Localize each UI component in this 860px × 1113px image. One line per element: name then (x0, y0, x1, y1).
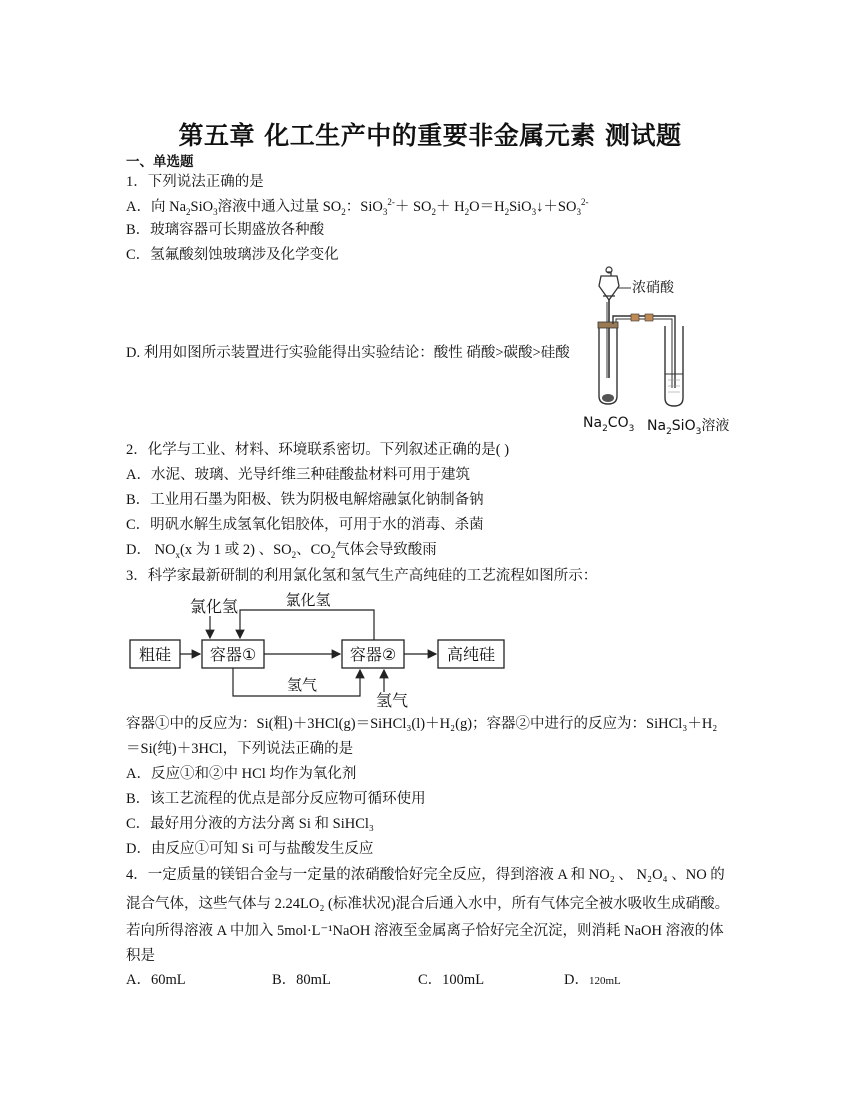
q4-option-d: D．120mL (564, 972, 621, 988)
apparatus-figure (575, 262, 745, 440)
pure-silicon-box: 高纯硅 (446, 645, 496, 664)
process-flow-diagram (126, 590, 516, 710)
q3-stem: 3．科学家最新研制的利用氯化氢和氢气生产高纯硅的工艺流程如图所示： (126, 568, 598, 584)
q3-option-d: D．由反应①可知 Si 可与盐酸发生反应 (126, 841, 374, 857)
q3-option-b: B．该工艺流程的优点是部分反应物可循环使用 (126, 791, 426, 807)
q3-option-c: C．最好用分液的方法分离 Si 和 SiHCl₃ (126, 816, 374, 832)
q4-line-4: 积是 (126, 948, 155, 964)
q4-option-b: B．80mL (272, 972, 331, 988)
container-2-box: 容器② (349, 645, 397, 664)
q1-stem: 1．下列说法正确的是 (126, 174, 264, 190)
q1-option-c: C．氢氟酸刻蚀玻璃涉及化学变化 (126, 247, 339, 263)
q1-option-d: D. 利用如图所示装置进行实验能得出实验结论：酸性 硝酸>碳酸>硅酸 (126, 345, 570, 361)
q2-option-c: C．明矾水解生成氢氧化铝胶体，可用于水的消毒、杀菌 (126, 517, 484, 533)
q4-option-a: A．60mL (126, 972, 186, 988)
h2-inlet-label: 氢气 (375, 691, 409, 710)
q2-option-b: B．工业用石墨为阳极、铁为阴极电解熔融氯化钠制备钠 (126, 492, 484, 508)
q4-line-2: 混合气体，这些气体与 2.24LO₂ (标准状况)混合后通入水中，所有气体完全被水吸收生成硝酸。 (126, 896, 730, 912)
hcl-inlet-label: 氯化氢 (189, 597, 239, 616)
page-title: 第五章 化工生产中的重要非金属元素 测试题 (178, 121, 682, 150)
q1-option-a: A．向 $Na_2SiO_3$溶液中通入过量 $SO_2$：$SiO_3^{2-}+ SO_2+$ $H_2O=H_2SiO_3↓+SO_3^{2-}$ (126, 197, 589, 217)
q1-option-b: B．玻璃容器可长期盛放各种酸 (126, 222, 325, 238)
crude-silicon-box: 粗硅 (138, 645, 172, 664)
q4-option-c: C．100mL (418, 972, 485, 988)
q3-reaction-line-1: 容器①中的反应为：Si(粗)＋3HCl(g)＝SiHCl₃(l)＋H₂(g)；容器②中进行的反应为：SiHCl₃＋H₂ (126, 716, 718, 732)
q4-line-1: 4．一定质量的镁铝合金与一定量的浓硝酸恰好完全反应，得到溶液 A 和 NO₂ 、 N₂O₄ 、NO 的 (126, 867, 725, 883)
h2-recycle-label: 氢气 (286, 676, 318, 694)
concentrated-nitric-acid-label: 浓硝酸 (632, 280, 674, 296)
na2sio3-solution-label: $Na_2SiO_3$溶液 (647, 418, 730, 437)
q2-option-d: D． $NO_x(x$ 为 1 或 2) 、$SO_2$、$CO_2$气体会导致酸雨 (126, 542, 437, 560)
q2-stem: 2．化学与工业、材料、环境联系密切。下列叙述正确的是( ) (126, 442, 510, 458)
na2co3-label: $Na_2CO_3$ (583, 415, 635, 434)
container-1-box: 容器① (209, 645, 257, 664)
q4-line-3: 若向所得溶液 A 中加入 5mol·L⁻¹NaOH 溶液至金属离子恰好完全沉淀，则消耗 NaOH 溶液的体 (126, 923, 724, 939)
section-heading: 一、单选题 (126, 154, 194, 170)
hcl-recycle-label: 氯化氢 (285, 591, 331, 609)
q3-reaction-line-2: ＝Si(纯)＋3HCl，下列说法正确的是 (126, 741, 354, 757)
q2-option-a: A．水泥、玻璃、光导纤维三种硅酸盐材料可用于建筑 (126, 467, 470, 483)
q3-option-a: A．反应①和②中 HCl 均作为氧化剂 (126, 766, 357, 782)
